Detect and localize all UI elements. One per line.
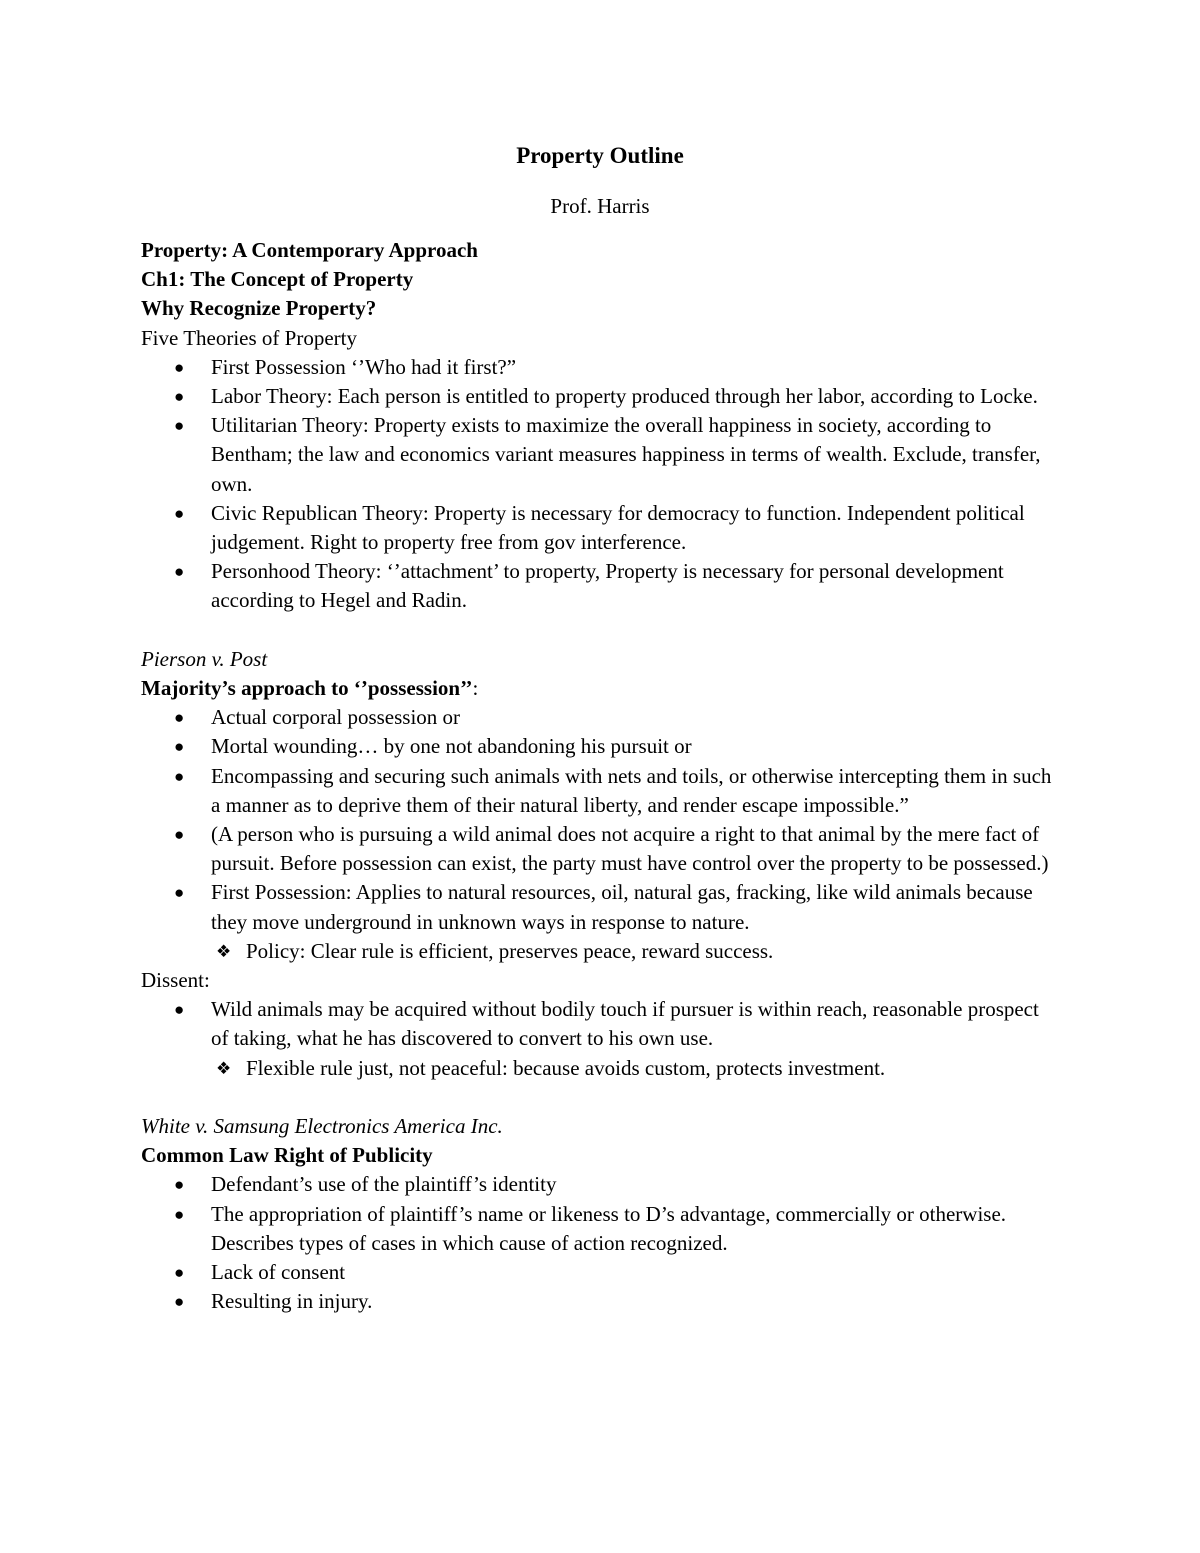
bullet-icon: ● (174, 883, 185, 903)
dissent-label: Dissent: (141, 968, 210, 993)
book-heading: Property: A Contemporary Approach (141, 238, 478, 262)
pierson-heading-line: Majority’s approach to ‘’possession’’: (141, 676, 479, 701)
bullet-icon: ● (174, 1175, 185, 1195)
list-item: ● Wild animals may be acquired without bodily touch if pursuer is within reach, reasonable prospect of taking, what he has discovered to convert to his own use. ❖ Flexible rule just, not peaceful: because avoids custom, protects investment. (141, 995, 1061, 1083)
diamond-bullet-icon: ❖ (216, 941, 232, 961)
bullet-icon: ● (174, 1000, 185, 1020)
bullet-icon: ● (174, 737, 185, 757)
list-item: ● The appropriation of plaintiff’s name or likeness to D’s advantage, commercially or otherwise. Describes types of cases in which cause of action recognized. (174, 1201, 1007, 1255)
white-case-name: White v. Samsung Electronics America Inc. (141, 1114, 503, 1139)
pierson-case-name: Pierson v. Post (141, 646, 268, 671)
list-item: ● First Possession: Applies to natural resources, oil, natural gas, fracking, like wild animals because they move underground in unknown ways in response to nature. ❖ Policy: Clear rule is efficient, preserves peace, reward success. (141, 878, 1061, 966)
chapter-heading: Ch1: The Concept of Property (141, 267, 414, 292)
list-item: ❖ Policy: Clear rule is efficient, preserves peace, reward success. (141, 937, 1061, 966)
document-body (141, 236, 1061, 1316)
bullet-icon: ● (174, 357, 185, 377)
bullet-icon: ● (174, 708, 185, 728)
bullet-icon: ● (174, 825, 185, 845)
section-heading: Why Recognize Property? (141, 296, 377, 321)
list-item: ● Defendant’s use of the plaintiff’s identity (141, 1170, 1061, 1199)
pierson-heading: Majority’s approach to ‘’possession’’ (141, 676, 473, 701)
list-item: ● (A person who is pursuing a wild animal does not acquire a right to that animal by the mere fact of pursuit. Before possession can exist, the party must have control over the property to be possessed.) (174, 822, 1049, 876)
theories-list (141, 353, 1061, 616)
document-title: Property Outline (516, 143, 684, 168)
bullet-icon: ● (174, 416, 185, 436)
list-item: ● Civic Republican Theory: Property is necessary for democracy to function. Independent political judgement. Right to property free from gov interference. (174, 500, 1025, 555)
bullet-icon: ● (174, 1204, 185, 1224)
white-list (141, 1170, 1061, 1316)
bullet-icon: ● (174, 503, 185, 523)
document-subtitle: Prof. Harris (550, 194, 650, 218)
bullet-icon: ● (174, 766, 185, 786)
bullet-icon: ● (174, 387, 185, 407)
bullet-icon: ● (174, 1292, 185, 1312)
bullet-icon: ● (174, 1263, 185, 1283)
bullet-icon: ● (174, 562, 185, 582)
dissent-sublist (211, 1054, 1061, 1083)
dissent-list (141, 995, 1061, 1083)
list-item: ● Personhood Theory: ‘’attachment’ to property, Property is necessary for personal development according to Hegel and Radin. (174, 559, 1004, 613)
list-item: ● Actual corporal possession or (141, 703, 1061, 732)
list-item: ● Encompassing and securing such animals with nets and toils, or otherwise intercepting them in such a manner as to deprive them of their natural liberty, and render escape impossible.” (174, 763, 1052, 817)
list-item: ● Utilitarian Theory: Property exists to maximize the overall happiness in society, according to Bentham; the law and economics variant measures happiness in terms of wealth. Exclude, transfer, own. (174, 413, 1041, 496)
list-item: ● Labor Theory: Each person is entitled to property produced through her labor, according to Locke. (141, 382, 1061, 411)
pierson-list (141, 703, 1061, 966)
policy-sublist (211, 937, 1061, 966)
theories-intro: Five Theories of Property (141, 325, 357, 350)
list-item: ● First Possession ‘’Who had it first?” (141, 353, 1061, 382)
diamond-bullet-icon: ❖ (216, 1058, 232, 1078)
list-item: ● Resulting in injury. (141, 1287, 1061, 1316)
white-heading: Common Law Right of Publicity (141, 1143, 433, 1168)
list-item: ❖ Flexible rule just, not peaceful: because avoids custom, protects investment. (141, 1054, 1061, 1083)
list-item: ● Lack of consent (141, 1258, 1061, 1287)
list-item: ● Mortal wounding… by one not abandoning his pursuit or (141, 732, 1061, 761)
